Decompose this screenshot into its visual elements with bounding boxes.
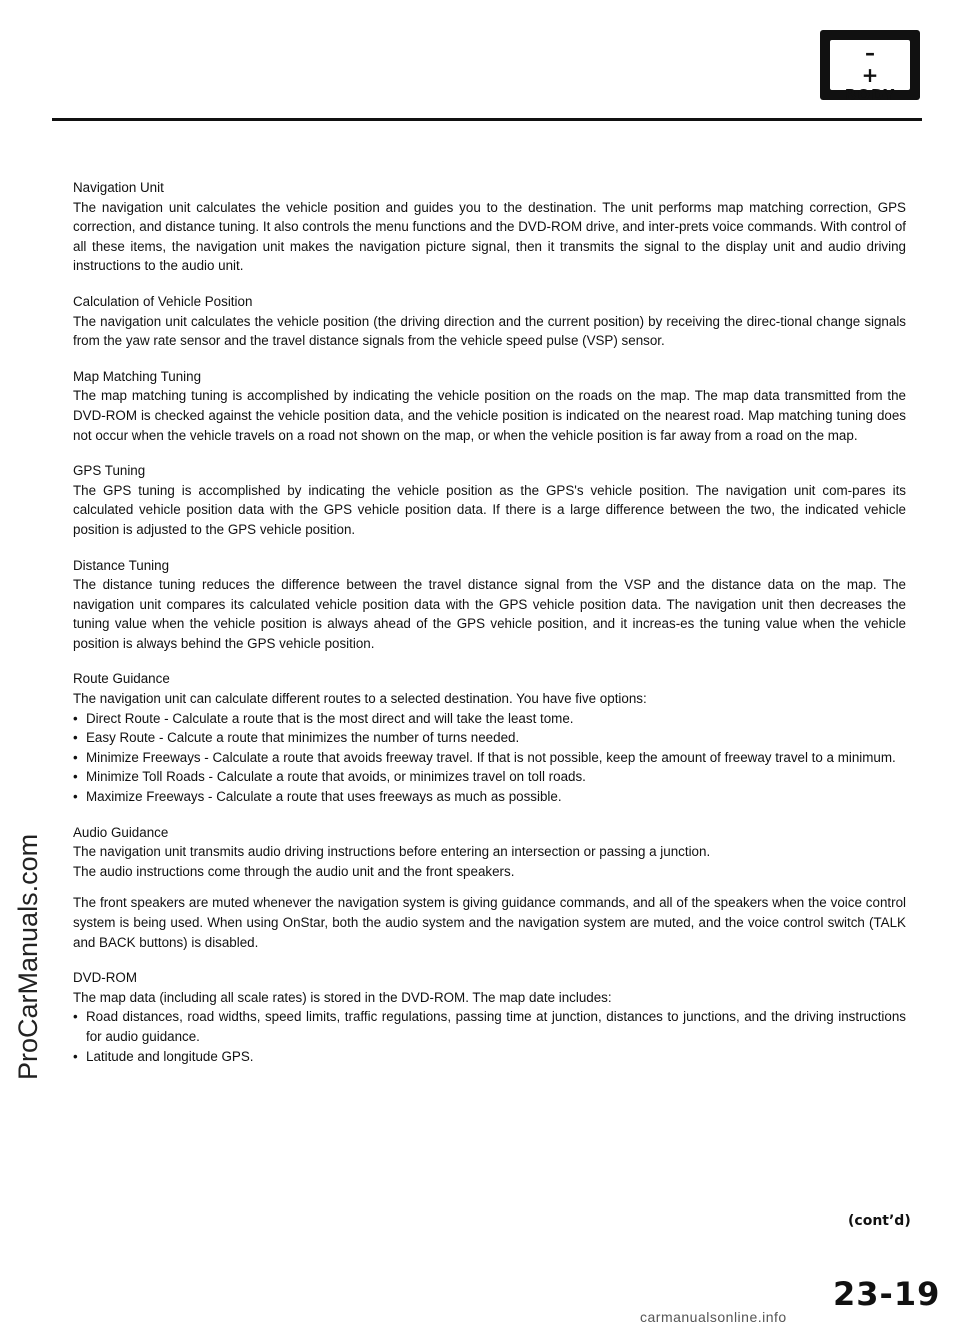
section-heading: Navigation Unit <box>73 180 164 195</box>
battery-terminal-signs: –+ <box>861 41 897 87</box>
section-heading: Route Guidance <box>73 671 170 687</box>
side-watermark: ProCarManuals.com <box>13 833 43 1080</box>
section-heading: DVD-ROM <box>73 970 137 986</box>
section-heading: Distance Tuning <box>73 557 170 573</box>
header-rule <box>52 118 922 121</box>
section-paragraph: The navigation unit calculates the vehicle position (the driving direction and the current position) by receiving the direc-tional change signals from the yaw rate sensor and the travel distance signals from the vehicle speed pulse (VSP) sensor. <box>73 313 906 349</box>
section-vehicle-position <box>73 292 906 351</box>
section-heading: Map Matching Tuning <box>73 368 202 384</box>
list-item: • Maximize Freeways - Calculate a route that uses freeways as much as possible. <box>73 787 906 807</box>
page-number: 23-19 <box>833 1275 941 1313</box>
list-item: • Minimize Toll Roads - Calculate a route that avoids, or minimizes travel on toll roads. <box>73 767 906 787</box>
route-options-list <box>73 709 906 807</box>
footer-watermark: carmanualsonline.info <box>640 1309 787 1325</box>
section-paragraph: The navigation unit can calculate different routes to a selected destination. You have five options: <box>73 691 647 707</box>
section-navigation-unit <box>73 178 906 276</box>
section-dvd-rom <box>73 968 906 1066</box>
section-route-guidance <box>73 669 906 806</box>
body-battery-icon <box>820 30 920 104</box>
list-item: • Minimize Freeways - Calculate a route that avoids freeway travel. If that is not possible, keep the amount of freeway travel to a minimum. <box>73 748 906 768</box>
section-paragraph: The map matching tuning is accomplished by indicating the vehicle position on the roads on the map. The map data transmitted from the DVD-ROM is checked against the vehicle position data, and the vehicle position is indicated on the nearest road. Map matching tuning does not occur when the vehicle travels on a road not shown on the map, or when the vehicle position is far away from a road on the map. <box>73 388 906 443</box>
section-map-matching <box>73 367 906 445</box>
section-paragraph: The distance tuning reduces the difference between the travel distance signal from the VSP and the distance data on the map. The navigation unit compares its calculated vehicle position data with the GPS vehicle position data. The navigation unit then decreases the tuning value when the vehicle position is always ahead of the GPS vehicle position, and it increas-es the tuning value when the vehicle position is always behind the GPS vehicle position. <box>73 577 906 651</box>
document-body <box>73 178 906 1082</box>
section-paragraph: The audio instructions come through the audio unit and the front speakers. <box>73 863 515 879</box>
section-gps-tuning <box>73 461 906 539</box>
section-distance-tuning <box>73 556 906 654</box>
badge-inner <box>830 40 910 104</box>
badge-label: BODY <box>844 86 896 104</box>
section-heading: GPS Tuning <box>73 463 146 479</box>
list-item: • Road distances, road widths, speed limits, traffic regulations, passing time at junction, distances to junctions, and the driving instructions for audio guidance. <box>73 1007 906 1046</box>
section-paragraph: The front speakers are muted whenever the navigation system is giving guidance commands, and all of the speakers when the voice control system is being used. When using OnStar, both the audio system and the navigation system are muted, and the voice control switch (TALK and BACK buttons) is disabled. <box>73 895 906 950</box>
section-paragraph: The navigation unit calculates the vehicle position and guides you to the destination. The unit performs map matching correction, GPS correction, and distance tuning. It also controls the menu functions and the DVD-ROM drive, and inter-prets voice commands. With control of all these items, the navigation unit makes the navigation picture signal, then it transmits the signal to the display unit and audio driving instructions to the audio unit. <box>73 199 906 274</box>
section-paragraph: The GPS tuning is accomplished by indicating the vehicle position as the GPS's vehicle position. The navigation unit com-pares its calculated vehicle position data with the GPS vehicle position data. If there is a large difference between the two, the indicated vehicle position is adjusted to the GPS vehicle position. <box>73 482 906 537</box>
list-item: • Direct Route - Calculate a route that is the most direct and will take the least tome. <box>73 709 906 729</box>
section-audio-guidance <box>73 823 906 953</box>
section-paragraph: The map data (including all scale rates) is stored in the DVD-ROM. The map date includes: <box>73 989 612 1005</box>
continued-label: (cont’d) <box>848 1213 911 1229</box>
section-heading: Audio Guidance <box>73 824 169 840</box>
map-data-list <box>73 1007 906 1066</box>
section-heading: Calculation of Vehicle Position <box>73 293 253 309</box>
section-paragraph: The navigation unit transmits audio driving instructions before entering an intersection or passing a junction. <box>73 844 711 860</box>
list-item: • Latitude and longitude GPS. <box>73 1047 906 1067</box>
list-item: • Easy Route - Calcute a route that minimizes the number of turns needed. <box>73 728 906 748</box>
